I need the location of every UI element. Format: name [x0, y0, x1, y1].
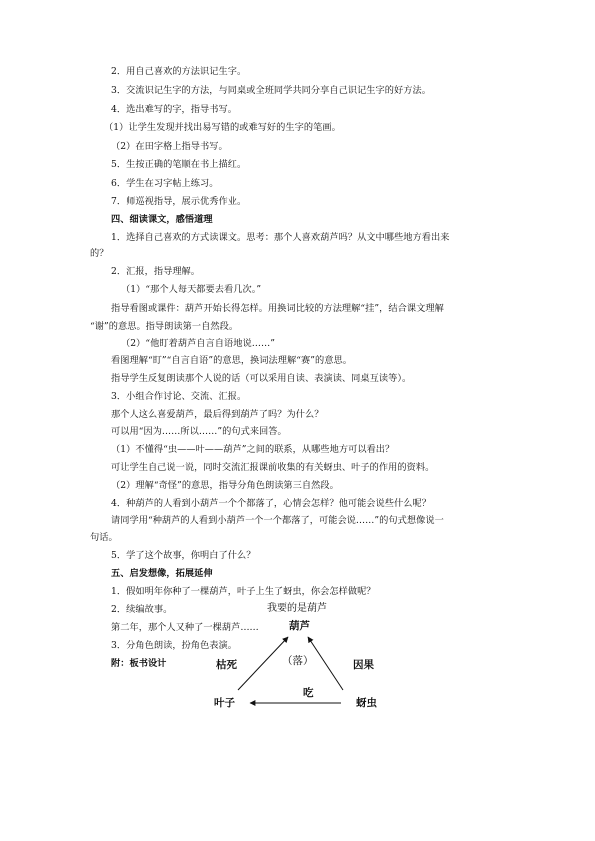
text-line: （1）“那个人每天都要去看几次。” [121, 284, 262, 295]
text-line: 3．交流识记生字的方法，与同桌或全班同学共同分享自己识记生字的好方法。 [111, 85, 431, 96]
text-line: 2．用自己喜欢的方法识记生字。 [111, 66, 247, 77]
text-line: 那个人这么喜爱葫芦，最后得到葫芦了吗？为什么？ [111, 409, 324, 420]
text-line: （1）不懂得“虫——叶——葫芦”之间的联系，从哪些地方可以看出？ [111, 444, 395, 455]
edge-label-wither: 枯死 [216, 659, 237, 671]
edge-label-eat: 吃 [303, 687, 314, 699]
arrow-leaf-to-gourd [238, 637, 288, 690]
text-line: 指导学生反复朗读那个人说的话（可以采用自读、表演读、同桌互读等）。 [111, 373, 412, 384]
text-line: 3．分角色朗读，扮角色表演。 [111, 640, 237, 651]
text-line: 看图理解“盯”“自言自语”的意思，换词法理解“赛”的意思。 [111, 355, 352, 366]
text-line: 5．学了这个故事，你明白了什么？ [111, 550, 256, 561]
text-line: （2）“他盯着葫芦自言自语地说……” [121, 338, 275, 349]
text-line: 可让学生自己说一说，同时交流汇报课前收集的有关蚜虫、叶子的作用的资料。 [111, 462, 435, 473]
text-line: 2．汇报，指导理解。 [111, 266, 201, 277]
text-line: 1．假如明年你种了一棵葫芦，叶子上生了蚜虫，你会怎样做呢？ [111, 586, 376, 597]
node-aphid: 蚜虫 [356, 697, 377, 709]
text-line: “谢”的意思。指导朗读第一自然段。 [90, 321, 239, 332]
node-gourd: 葫芦 [289, 620, 310, 632]
text-line: 3．小组合作讨论、交流、汇报。 [111, 391, 247, 402]
section-heading: 五、启发想像，拓展延伸 [111, 568, 213, 579]
text-line: 指导看图或课件：葫芦开始长得怎样。用换词比较的方法理解“挂”，结合课文理解 [111, 303, 444, 314]
text-line: 1．选择自己喜欢的方式读课文。思考：那个人喜欢葫芦吗？从文中哪些地方看出来 [111, 232, 450, 243]
center-label-fall: （落） [282, 655, 314, 667]
text-line: 5．生按正确的笔顺在书上描红。 [111, 159, 247, 170]
text-line: 6．学生在习字帖上练习。 [111, 178, 219, 189]
text-line: （1）让学生发现并找出易写错的或难写好的生字的笔画。 [104, 122, 341, 133]
text-line: 的？ [90, 248, 109, 259]
node-leaf: 叶子 [214, 697, 235, 709]
text-line: 请同学用“种葫芦的人看到小葫芦一个一个都落了，可能会说……”的句式想像说一 [111, 515, 444, 526]
text-line: 7．师巡视指导，展示优秀作业。 [111, 196, 247, 207]
text-line: 第二年，那个人又种了一棵葫芦…… [111, 622, 259, 633]
text-line: 句话。 [90, 532, 118, 543]
text-line: 4．选出难写的字，指导书写。 [111, 104, 237, 115]
text-line: 可以用“因为……所以……”的句式来回答。 [111, 426, 287, 437]
text-line: （2）在田字格上指导书写。 [111, 141, 228, 152]
edge-label-cause-effect: 因果 [353, 659, 374, 671]
blackboard-diagram [195, 598, 405, 728]
text-line: （2）理解“奇怪”的意思，指导分角色朗读第三自然段。 [111, 480, 339, 491]
text-line: 2．续编故事。 [111, 604, 173, 615]
diagram-title: 我要的是葫芦 [267, 603, 327, 614]
section-heading: 附：板书设计 [111, 658, 167, 669]
section-heading: 四、细读课文，感悟道理 [111, 214, 213, 225]
text-line: 4．种葫芦的人看到小葫芦一个个都落了，心情会怎样？他可能会说些什么呢？ [111, 498, 431, 509]
